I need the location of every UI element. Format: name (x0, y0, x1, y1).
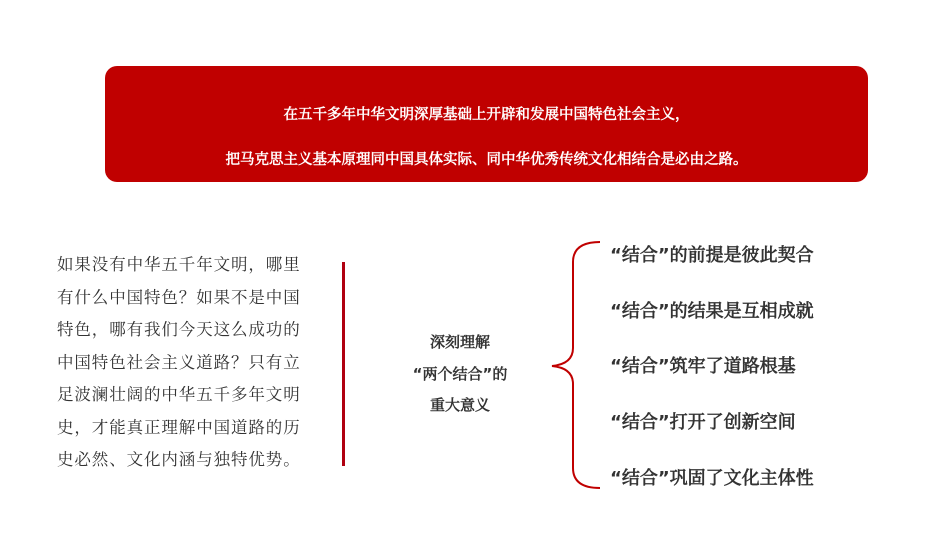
center-title-line: “两个结合”的 (412, 364, 508, 383)
banner-line-1: 在五千多年中华文明深厚基础上开辟和发展中国特色社会主义， (283, 107, 690, 123)
center-title (390, 330, 530, 425)
paragraph-line: 史，才能真正理解中国道路的历 (57, 417, 301, 437)
headline-banner (105, 66, 868, 182)
intro-paragraph (57, 252, 317, 480)
paragraph-line: 特色，哪有我们今天这么成功的 (57, 320, 301, 339)
banner-line-2: 把马克思主义基本原理同中国具体实际、同中华优秀传统文化相结合是必由之路。 (225, 152, 748, 168)
paragraph-line: 中国特色社会主义道路？只有立 (57, 352, 301, 372)
center-title-line: 重大意义 (429, 396, 490, 414)
point-item: “结合”巩固了文化主体性 (610, 468, 814, 489)
point-item: “结合”打开了创新空间 (610, 412, 796, 433)
point-item: “结合”筑牢了道路根基 (610, 356, 796, 377)
divider-line (342, 262, 345, 466)
paragraph-line: 如果没有中华五千年文明，哪里 (57, 255, 301, 274)
paragraph-line: 有什么中国特色？如果不是中国 (57, 287, 301, 307)
curly-brace (548, 240, 608, 490)
center-title-line: 深刻理解 (429, 333, 490, 351)
point-item: “结合”的前提是彼此契合 (610, 245, 814, 266)
point-item: “结合”的结果是互相成就 (610, 301, 814, 322)
paragraph-line: 史必然、文化内涵与独特优势。 (57, 450, 301, 469)
paragraph-line: 足波澜壮阔的中华五千多年文明 (57, 385, 301, 404)
